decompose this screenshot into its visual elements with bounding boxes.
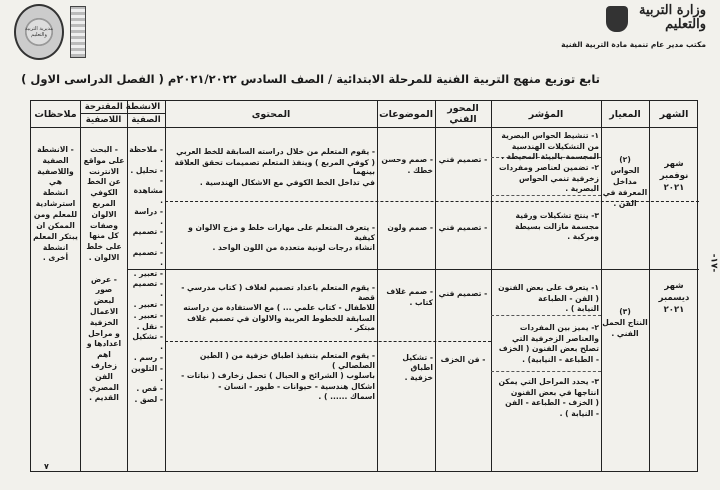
notes-list [32,145,79,264]
topic-1: - صمم وحسن خطك . [381,155,433,175]
ministry-logo-text: وزارة التربية والتعليم [639,3,706,32]
extra-activity-item: لبعض [93,296,115,306]
extra-activity-item: - البحث [90,145,118,154]
content-3: - يقوم المتعلم باعداد تصميم لغلاف ( كتاب مدرسي - قصة للاطفال - كتاب علمي ... ) مع الاستفادة من دراسته السابقة للخطوط العربية والالوان في تصميم غلاف مبتكر . [181,283,375,333]
note-line: انشطة أخرى . [42,243,69,262]
class-activity-item: - قص . [136,384,163,394]
extra-activity-item: صور [95,285,113,295]
indicator-3: ٣- ينتج تشكيلات ورقية مجسمة مازالت بسيطة ومركبة . [515,211,599,242]
extra-activity-item [81,264,127,274]
standard-2: (٢) الحواس مداخل المعرفة في الفن . [602,155,648,208]
class-activity-item: - تشكيل . [132,332,163,352]
axis-4: - فن الخزف [440,355,486,364]
header-topics: الموضوعات [379,108,433,120]
curriculum-table [30,100,698,472]
seal-text: مديرية التربية والتعليم [25,26,53,38]
month-november: شهر نوفمبر ٢٠٢١ [659,159,689,193]
class-activity-item: - تعبير . [133,310,163,320]
note-line: يبتكر المعلم [33,232,78,241]
class-activity-item: - ملاحظة . [129,145,163,164]
extra-activity-item: الالوان . [88,252,120,262]
extra-activity-item: الالوان [91,209,117,219]
header-extra-activities: اللاصفية [85,114,122,125]
extra-activity-item: الخزفية [89,317,119,327]
class-activity-item: - تصميم . [132,227,163,247]
extra-activity-item: المصري [89,382,119,392]
note-line: انشطة [42,188,69,197]
header-content: المحتوى [251,108,291,120]
topic-3: - صمم غلاف كتاب . [386,287,433,307]
extra-activity-item: وصفات [89,220,118,230]
extra-activity-item: و مراحل [88,328,120,338]
extra-activity-item: الفن [95,371,113,381]
class-activity-item: - تعبير . [133,299,163,309]
office-name: مكتب مدير عام تنمية مادة التربية الفنية [561,40,706,49]
indicator-2: ٢- تضمين لعناصر ومفردات زخرفية تنمي الحواس البصرية . [499,163,599,194]
extra-activity-item: الاعمال [90,306,118,316]
class-activity-item: - تحليل . [130,165,163,175]
note-line: استرشادية [35,199,76,208]
note-line: - الانشطة [37,145,74,154]
class-activity-item: - تصميم . [132,247,163,267]
note-line: الصفية [42,156,69,165]
extra-activity-item: اعدادها و [86,339,122,349]
side-page-number: -١٧- [708,253,719,273]
class-activities-list [129,145,163,406]
note-line: الممكن ان [36,221,75,230]
header-axis: المحور الفني [447,103,479,125]
class-activity-item: - تعبير . [133,268,163,278]
note-line: للمعلم ومن [33,210,78,219]
class-activity-item: - لصق . [134,395,163,405]
directorate-seal-icon [14,4,64,60]
class-activity-item: - التلوين . [131,363,163,383]
extra-activity-item: الانترنت [89,166,119,176]
indicator-6: ٣- يحدد المراحل التي يمكن انتاجها في بعض الفنون ( الخزف - الطباعة - الفن - النيابة ) . [498,377,599,418]
extra-activity-item: القديم . [89,393,119,403]
extra-activity-item: على مواقع [83,155,125,165]
extra-activity-item: اهم [97,350,111,360]
extra-activity-item: عن الخط [87,177,121,187]
header-month: الشهر [659,108,689,120]
month-december: شهر ديسمبر ٢٠٢١ [658,281,690,315]
header-activities: الانشطة المقترحة [84,101,161,112]
class-activity-item: - دراسة . [134,206,163,226]
extra-activity-item: - عرض [91,274,117,284]
extra-activity-item: كل منها [89,231,119,241]
extra-activity-item: الكوفي [90,188,118,198]
header-class-activities: الصفية [131,114,161,125]
class-activity-item: - رسم . [133,352,163,362]
standard-3: (٣) النتاج الحمل الفني . [602,307,648,338]
class-activity-item: - نقل . [136,321,163,331]
topic-2: - صمم ولون [387,223,433,232]
topic-4: - تشكيل اطباق خزفية . [402,353,433,383]
header-indicator: المؤشر [528,108,564,120]
indicator-1: ١- تنشيط الحواس البصرية من التشكيلات الهندسية المجسمة بالبيئة المحيطة . [501,131,599,162]
indicator-4: ١- يتعرف على بعض الفنون ( الفن - الطباعة النيابة ) . [498,283,599,314]
axis-3: - تصميم فني [438,289,488,298]
class-activity-item: - تصميم . [132,279,163,299]
content-1: - يقوم المتعلم من خلال دراسته السابقة للخط العربي ( كوفي المربع ) وينفذ المتعلم تصميمات تحقق العلاقة بينهما في تداخل الخط الكوفي مع الاشكال الهندسية . [174,147,375,187]
indicator-5: ٢- يميز بين المفردات والعناصر الزخرفية التي تصلح بعض الفنون ( الخزف - الطباعة - النيابية) . [498,323,599,364]
axis-2: - تصميم فني [438,223,488,232]
class-activity-item: - مشاهدة . [133,176,163,205]
note-line: واللاصفية هي [37,167,74,186]
extra-activity-item: المربع [92,198,116,208]
extra-activity-item: على خلط [86,242,122,252]
content-4: - يقوم المتعلم بتنفيذ اطباق خزفية من ( الطين الصلصالي ) باسلوب ( الشرائح و الحبال ) تحمل زخارف ( نباتات - اشكال هندسية - حيوانات - طيور - انسان - اسماك ...... ) . [181,351,375,402]
header-standard: المعيار [609,108,641,120]
footer-page-number: ٧ [44,462,49,471]
extra-activity-item: زخارف [91,360,117,370]
axis-1: - تصميم فني [438,155,488,164]
page-title: تابع توزيع منهج التربية الفنية للمرحلة الابتدائية / الصف السادس ٢٠٢١/٢٠٢٢م ( الفصل الدراسى الاول ) [21,72,600,86]
emblem-icon [70,6,86,58]
extra-activities-list [81,145,127,404]
header-notes: ملاحظات [34,108,77,120]
content-2: - يتعرف المتعلم على مهارات خلط و مزج الالوان و كيفية انشاء درجات لونية متعددة من اللون الواحد . [188,223,375,253]
